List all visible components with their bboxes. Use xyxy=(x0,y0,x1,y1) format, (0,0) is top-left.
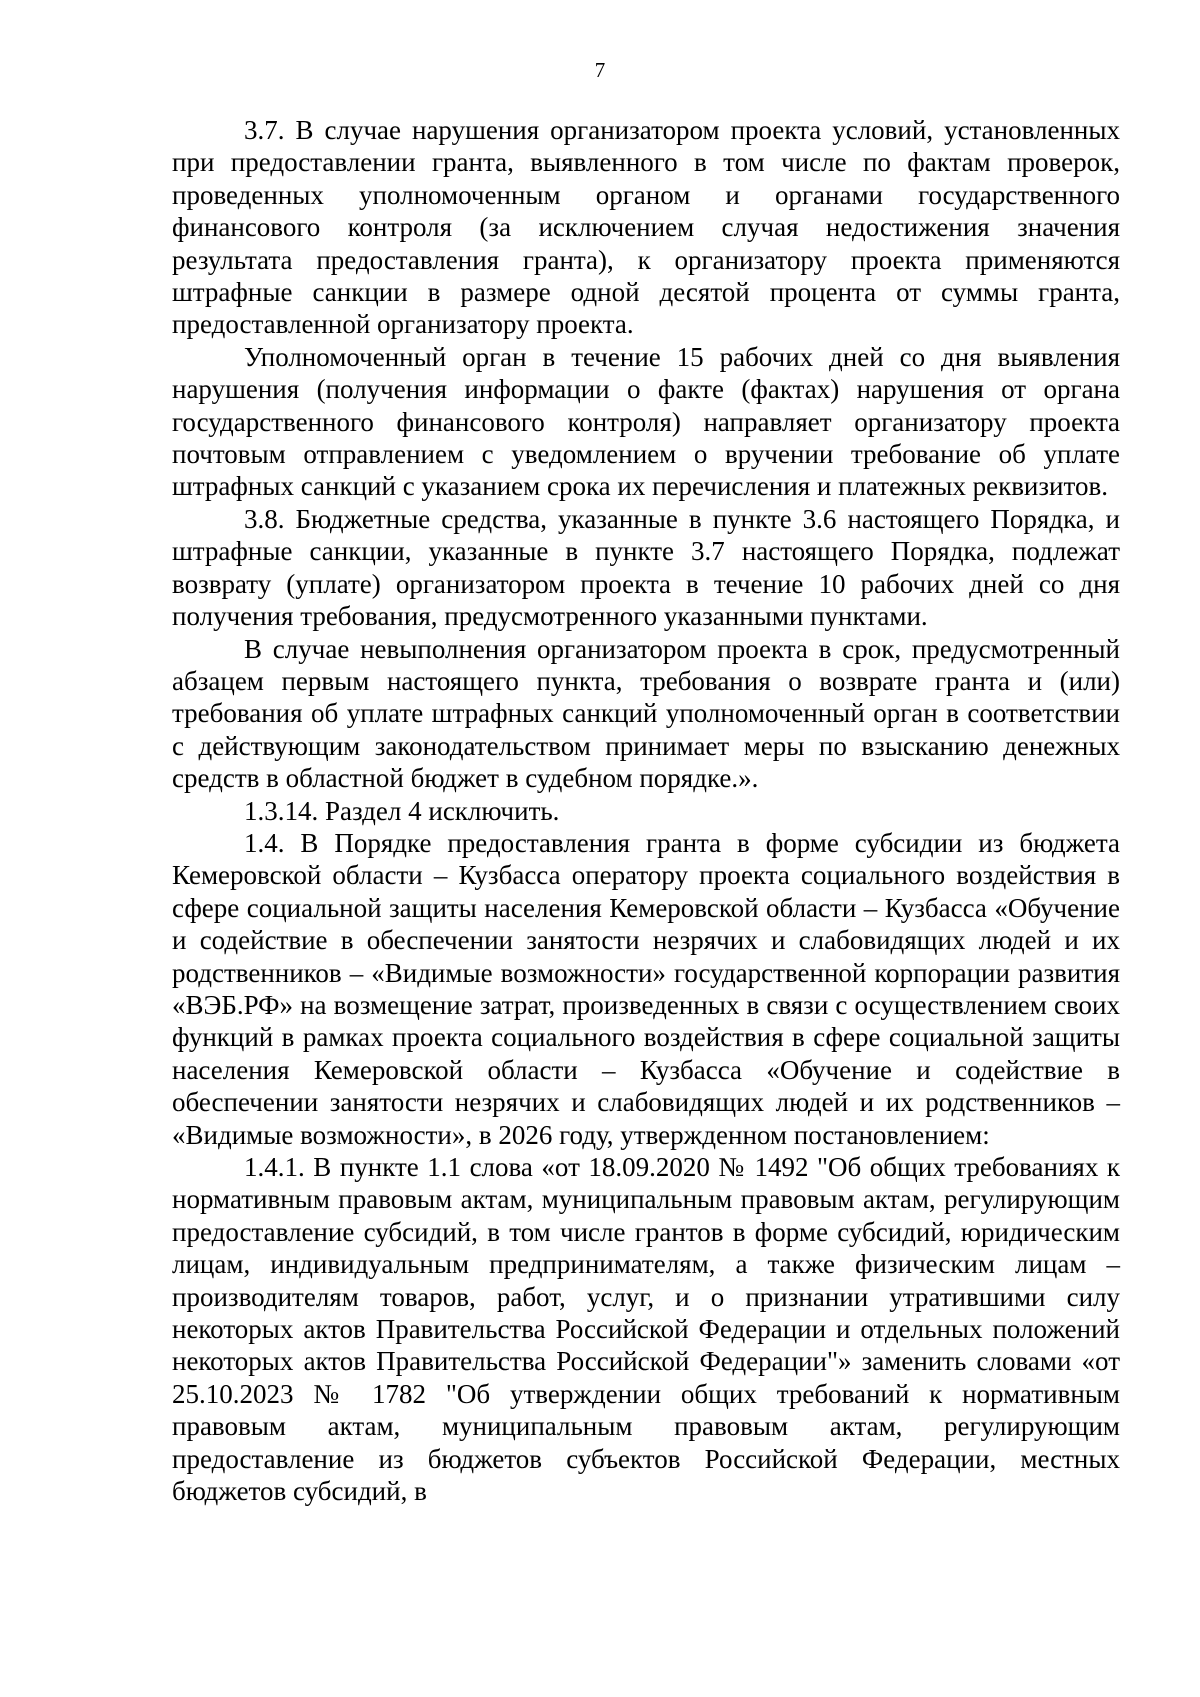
paragraph-authorized-body-notice: Уполномоченный орган в течение 15 рабочих дней со дня выявления нарушения (получения информации о факте (фактах) нарушения от органа государственного финансового контроля) направляет организатору проекта почтовым отправлением с уведомлением о вручении требование об уплате штрафных санкций с указанием срока их перечисления и платежных реквизитов. xyxy=(172,341,1120,502)
paragraph-non-fulfillment: В случае невыполнения организатором проекта в срок, предусмотренный абзацем первым настоящего пункта, требования о возврате гранта и (или) требования об уплате штрафных санкций уполномоченный орган в соответствии с действующим законодательством принимает меры по взысканию денежных средств в областной бюджет в судебном порядке.». xyxy=(172,633,1120,794)
paragraph-3-7: 3.7. В случае нарушения организатором проекта условий, установленных при предоставлении гранта, выявленного в том числе по фактам проверок, проведенных уполномоченным органом и органами государственного финансового контроля (за исключением случая недостижения значения результата предоставления гранта), к организатору проекта применяются штрафные санкции в размере одной десятой процента от суммы гранта, предоставленной организатору проекта. xyxy=(172,115,1120,340)
paragraph-1-4-1: 1.4.1. В пункте 1.1 слова «от 18.09.2020 № 1492 "Об общих требованиях к нормативным правовым актам, муниципальным правовым актам, регулирующим предоставление субсидий, в том числе грантов в форме субсидий, юридическим лицам, индивидуальным предпринимателям, а также физическим лицам – производителям товаров, работ, услуг, и о признании утратившими силу некоторых актов Правительства Российской Федерации и отдельных положений некоторых актов Правительства Российской Федерации"» заменить словами «от 25.10.2023 № 1782 "Об утверждении общих требований к нормативным правовым актам, муниципальным правовым актам, регулирующим предоставление из бюджетов субъектов Российской Федерации, местных бюджетов субсидий, в xyxy=(172,1152,1120,1507)
paragraph-1-4: 1.4. В Порядке предоставления гранта в форме субсидии из бюджета Кемеровской области – Кузбасса оператору проекта социального воздействия в сфере социальной защиты населения Кемеровской области – Кузбасса «Обучение и содействие в обеспечении занятости незрячих и слабовидящих людей и их родственников – «Видимые возможности» государственной корпорации развития «ВЭБ.РФ» на возмещение затрат, произведенных в связи с осуществлением своих функций в рамках проекта социального воздействия в сфере социальной защиты населения Кемеровской области – Кузбасса «Обучение и содействие в обеспечении занятости незрячих и слабовидящих людей и их родственников – «Видимые возможности», в 2026 году, утвержденном постановлением: xyxy=(172,827,1120,1150)
paragraph-1-3-14: 1.3.14. Раздел 4 исключить. xyxy=(244,795,560,826)
paragraph-3-8: 3.8. Бюджетные средства, указанные в пункте 3.6 настоящего Порядка, и штрафные санкции, указанные в пункте 3.7 настоящего Порядка, подлежат возврату (уплате) организатором проекта в течение 10 рабочих дней со дня получения требования, предусмотренного указанными пунктами. xyxy=(172,503,1120,632)
page-number: 7 xyxy=(594,58,606,82)
document-body xyxy=(172,114,1120,1507)
